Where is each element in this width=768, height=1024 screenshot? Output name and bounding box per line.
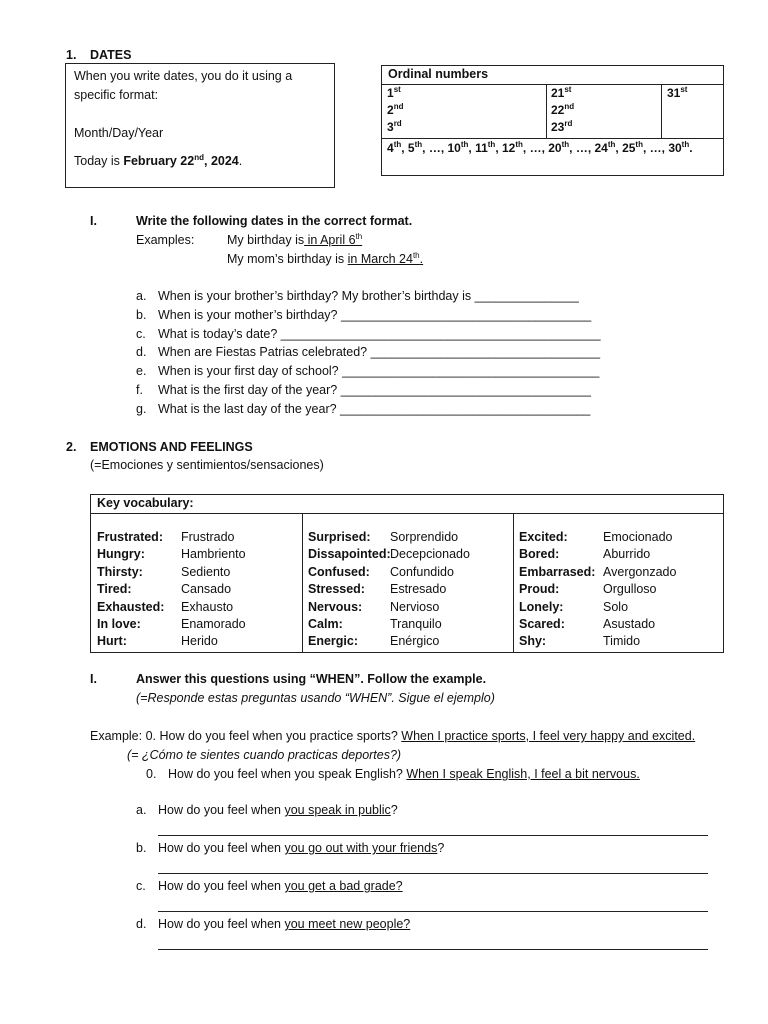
vocab-word: Scared: — [519, 617, 565, 631]
examples-label: Examples: — [136, 233, 195, 247]
example-sports-spanish: (= ¿Cómo te sientes cuando practicas deportes?) — [127, 748, 402, 762]
vocab-translation: Asustado — [603, 617, 656, 631]
vocab-translation: Orgulloso — [603, 582, 657, 597]
section2-subtitle: (=Emociones y sentimientos/sensaciones) — [90, 458, 324, 472]
vocab-word: Excited: — [519, 530, 568, 544]
vocab-word: Calm: — [308, 617, 343, 631]
vocab-translation: Confundido — [390, 564, 454, 579]
vocab-word: Shy: — [519, 634, 547, 649]
vocabulary-title: Key vocabulary: — [97, 496, 194, 510]
vocab-word: Bored: — [519, 547, 560, 562]
example-2: My mom’s birthday is in March 24th. — [227, 250, 424, 266]
ordinal-number: 21st — [551, 85, 572, 100]
question-letter: a. — [136, 803, 147, 817]
vocab-translation: Tranquilo — [390, 617, 442, 631]
ordinal-number: 2nd — [387, 102, 404, 117]
example-english-number: 0. — [146, 767, 157, 781]
ordinal-number: 3rd — [387, 119, 402, 134]
question-letter: d. — [136, 345, 147, 360]
date-question: When is your brother’s birthday? My brother’s birthday is _______________ — [158, 289, 579, 303]
ordinal-number: 1st — [387, 85, 401, 100]
exercise2-numeral: I. — [90, 672, 97, 686]
answer-line[interactable] — [158, 911, 708, 912]
question-letter: b. — [136, 841, 147, 855]
vocab-translation: Estresado — [390, 582, 447, 597]
vocab-word: Proud: — [519, 582, 560, 597]
vocab-translation: Emocionado — [603, 530, 673, 544]
question-letter: f. — [136, 383, 143, 397]
question-letter: a. — [136, 289, 147, 303]
vocab-translation: Solo — [603, 599, 629, 614]
vocab-translation: Sorprendido — [390, 530, 459, 544]
dates-info-line2: specific format: — [74, 88, 159, 102]
vocab-word: Stressed: — [308, 582, 365, 597]
answer-line[interactable] — [158, 835, 708, 836]
vocab-translation: Cansado — [181, 582, 232, 597]
ordinal-number: 22nd — [551, 102, 575, 117]
ordinal-numbers-box — [381, 65, 724, 176]
vocab-word: Tired: — [97, 582, 132, 597]
example-sports: Example: 0. How do you feel when you practice sports? When I practice sports, I feel very happy and excited. — [90, 729, 696, 743]
vocab-word: Lonely: — [519, 599, 564, 614]
vocab-translation: Timido — [603, 634, 641, 649]
vocab-translation: Avergonzado — [603, 564, 677, 579]
ordinal-column-1 — [387, 85, 403, 136]
vocab-word: Embarrased: — [519, 564, 596, 579]
question-letter: d. — [136, 917, 147, 931]
section1-title: DATES — [90, 48, 132, 62]
date-question: When is your first day of school? _____________________________________ — [158, 364, 600, 379]
feeling-question: How do you feel when you speak in public? — [158, 803, 398, 817]
ordinal-number: 31st — [667, 85, 688, 100]
vocab-translation: Enamorado — [181, 617, 246, 631]
example-1: My birthday is in April 6th — [227, 231, 363, 247]
vocab-word: Hungry: — [97, 547, 145, 562]
vocabulary-table — [90, 494, 724, 653]
section2-number: 2. — [66, 440, 77, 454]
vocab-word: Thirsty: — [97, 564, 143, 579]
vocab-translation: Hambriento — [181, 547, 246, 562]
ordinal-column-2 — [551, 85, 574, 136]
vocab-word: Exhausted: — [97, 599, 165, 614]
date-question: What is today’s date? ______________________________________________ — [158, 326, 601, 341]
question-letter: g. — [136, 401, 147, 416]
exercise2-instruction-spanish: (=Responde estas preguntas usando “WHEN”. Sigue el ejemplo) — [136, 691, 495, 705]
dates-info-box — [65, 63, 335, 188]
answer-line[interactable] — [158, 949, 708, 950]
feeling-question: How do you feel when you go out with your friends? — [158, 841, 445, 855]
dates-info-line1: When you write dates, you do it using a — [74, 69, 293, 83]
vocab-translation: Herido — [181, 634, 218, 649]
vocab-word: Nervous: — [308, 599, 363, 614]
example-english: How do you feel when you speak English? When I speak English, I feel a bit nervous. — [168, 767, 640, 781]
vocab-translation: Nervioso — [390, 599, 440, 614]
ordinal-title: Ordinal numbers — [388, 67, 489, 81]
section2-title: EMOTIONS AND FEELINGS — [90, 440, 253, 454]
ordinal-sequence: 4th, 5th, …, 10th, 11th, 12th, …, 20th, …, 24th, 25th, …, 30th. — [387, 140, 693, 155]
vocab-word: Energic: — [308, 634, 359, 649]
vocab-word: In love: — [97, 617, 141, 631]
feeling-question: How do you feel when you meet new people? — [158, 917, 411, 931]
answer-line[interactable] — [158, 873, 708, 874]
question-letter: c. — [136, 879, 146, 893]
vocab-translation: Exhausto — [181, 599, 234, 614]
question-letter: c. — [136, 326, 146, 341]
ordinal-column-3 — [667, 85, 687, 102]
date-format: Month/Day/Year — [74, 126, 164, 140]
exercise1-numeral: I. — [90, 214, 97, 228]
date-question: When is your mother’s birthday? ____________________________________ — [158, 307, 592, 322]
vocab-word: Frustrated: — [97, 530, 163, 544]
vocab-word: Surprised: — [308, 530, 371, 544]
question-letter: b. — [136, 307, 147, 322]
feeling-question: How do you feel when you get a bad grade? — [158, 879, 403, 893]
date-question: When are Fiestas Patrias celebrated? _________________________________ — [158, 345, 601, 360]
exercise2-instruction: Answer this questions using “WHEN”. Follow the example. — [136, 672, 487, 686]
vocab-translation: Decepcionado — [390, 547, 470, 562]
vocab-translation: Enérgico — [390, 634, 440, 649]
question-letter: e. — [136, 364, 147, 379]
ordinal-number: 23rd — [551, 119, 573, 134]
today-date: Today is February 22nd, 2024. — [74, 152, 243, 168]
vocab-translation: Sediento — [181, 564, 231, 579]
vocab-translation: Frustrado — [181, 530, 235, 544]
vocab-word: Confused: — [308, 564, 370, 579]
section1-number: 1. — [66, 48, 77, 62]
vocab-word: Dissapointed: — [308, 547, 391, 562]
exercise1-instruction: Write the following dates in the correct format. — [136, 214, 413, 228]
vocab-translation: Aburrido — [603, 547, 651, 562]
vocab-word: Hurt: — [97, 634, 127, 649]
date-question: What is the first day of the year? ____________________________________ — [158, 383, 591, 397]
date-question: What is the last day of the year? ____________________________________ — [158, 401, 591, 416]
